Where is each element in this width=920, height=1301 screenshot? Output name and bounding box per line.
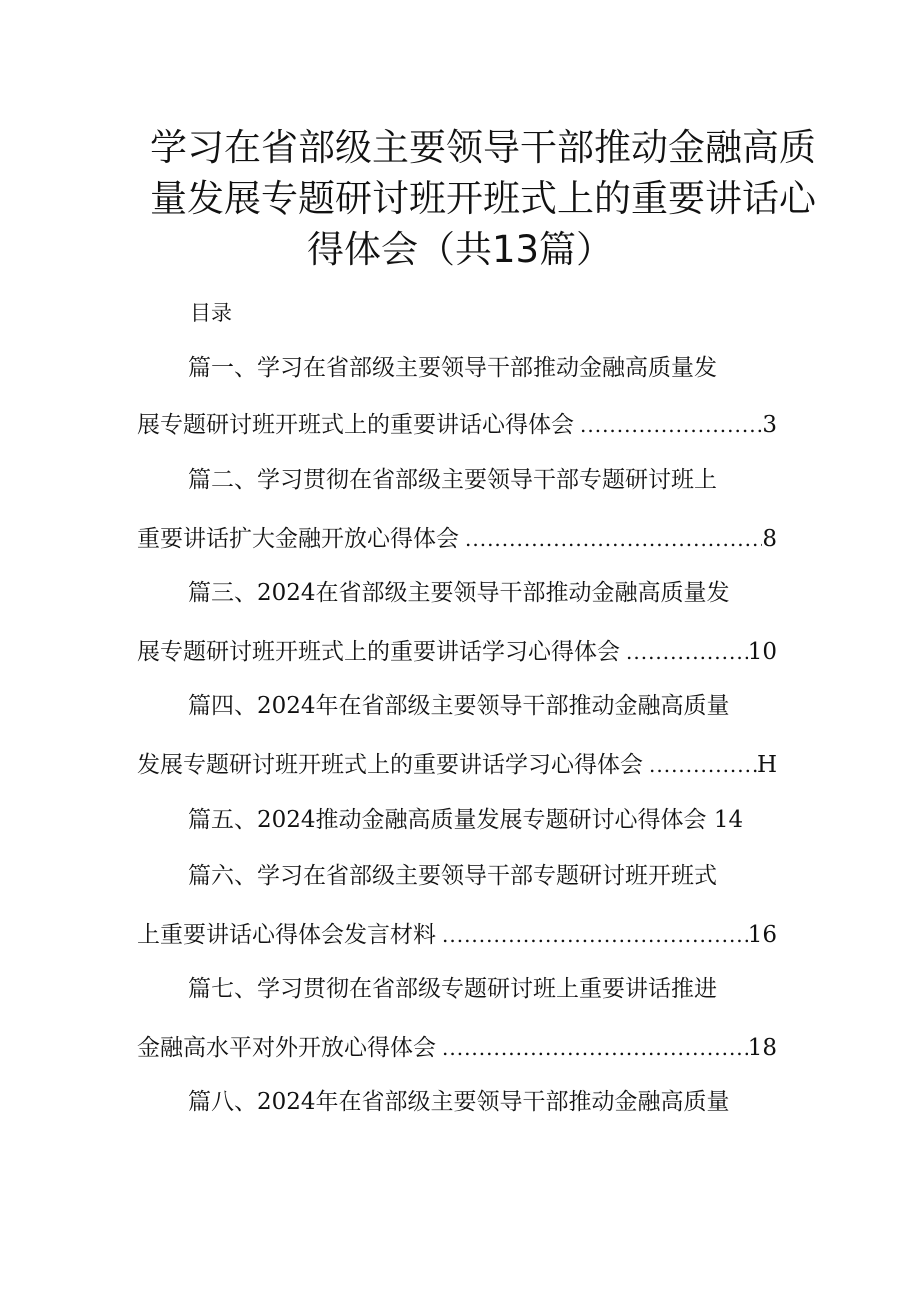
toc-leader-dots xyxy=(580,409,762,441)
toc-entry-text: 展专题研讨班开班式上的重要讲话心得体会 xyxy=(137,412,574,438)
toc-entry-8-line-1[interactable]: 篇八、2024年在省部级主要领导干部推动金融高质量 xyxy=(188,1089,730,1115)
toc-entry-2-line-1[interactable]: 篇二、学习贯彻在省部级主要领导干部专题研讨班上 xyxy=(188,467,717,493)
toc-entry-7-line-2[interactable] xyxy=(137,1032,777,1064)
toc-page-number: 3 xyxy=(762,412,777,438)
toc-entry-text: 展专题研讨班开班式上的重要讲话学习心得体会 xyxy=(137,639,620,665)
toc-leader-dots xyxy=(465,523,762,555)
document-title xyxy=(150,122,816,275)
toc-heading: 目录 xyxy=(190,301,232,325)
toc-entry-3-line-1[interactable]: 篇三、2024在省部级主要领导干部推动金融高质量发 xyxy=(188,580,730,606)
toc-entry-1-line-2[interactable] xyxy=(137,409,777,441)
toc-entry-1-line-1[interactable]: 篇一、学习在省部级主要领导干部推动金融高质量发 xyxy=(188,355,717,381)
toc-page-number: 8 xyxy=(762,526,777,552)
toc-leader-dots xyxy=(626,636,748,668)
toc-entry-text: 金融高水平对外开放心得体会 xyxy=(137,1035,436,1061)
toc-entry-text: 上重要讲话心得体会发言材料 xyxy=(137,922,436,948)
toc-entry-5[interactable]: 篇五、2024推动金融高质量发展专题研讨心得体会 14 xyxy=(188,807,744,833)
toc-entry-6-line-1[interactable]: 篇六、学习在省部级主要领导干部专题研讨班开班式 xyxy=(188,863,717,889)
toc-entry-4-line-1[interactable]: 篇四、2024年在省部级主要领导干部推动金融高质量 xyxy=(188,693,730,719)
toc-page-number: 18 xyxy=(747,1035,777,1061)
toc-entry-6-line-2[interactable] xyxy=(137,919,777,951)
toc-leader-dots xyxy=(442,1032,748,1064)
toc-page-number: 10 xyxy=(747,639,777,665)
toc-entry-text: 重要讲话扩大金融开放心得体会 xyxy=(137,526,459,552)
toc-page-number: 16 xyxy=(747,922,777,948)
title-line-2: 量发展专题研讨班开班式上的重要讲话心 xyxy=(150,177,816,220)
title-line-1: 学习在省部级主要领导干部推动金融高质 xyxy=(150,126,816,169)
toc-page-number: H xyxy=(756,752,777,778)
toc-entry-3-line-2[interactable] xyxy=(137,636,777,668)
toc-entry-text: 发展专题研讨班开班式上的重要讲话学习心得体会 xyxy=(137,752,643,778)
toc-entry-4-line-2[interactable] xyxy=(137,749,777,781)
toc-entry-2-line-2[interactable] xyxy=(137,523,777,555)
toc-leader-dots xyxy=(442,919,748,951)
toc-leader-dots xyxy=(649,749,757,781)
title-line-3: 得体会（共13篇） xyxy=(306,228,614,271)
toc-entry-7-line-1[interactable]: 篇七、学习贯彻在省部级专题研讨班上重要讲话推进 xyxy=(188,976,717,1002)
